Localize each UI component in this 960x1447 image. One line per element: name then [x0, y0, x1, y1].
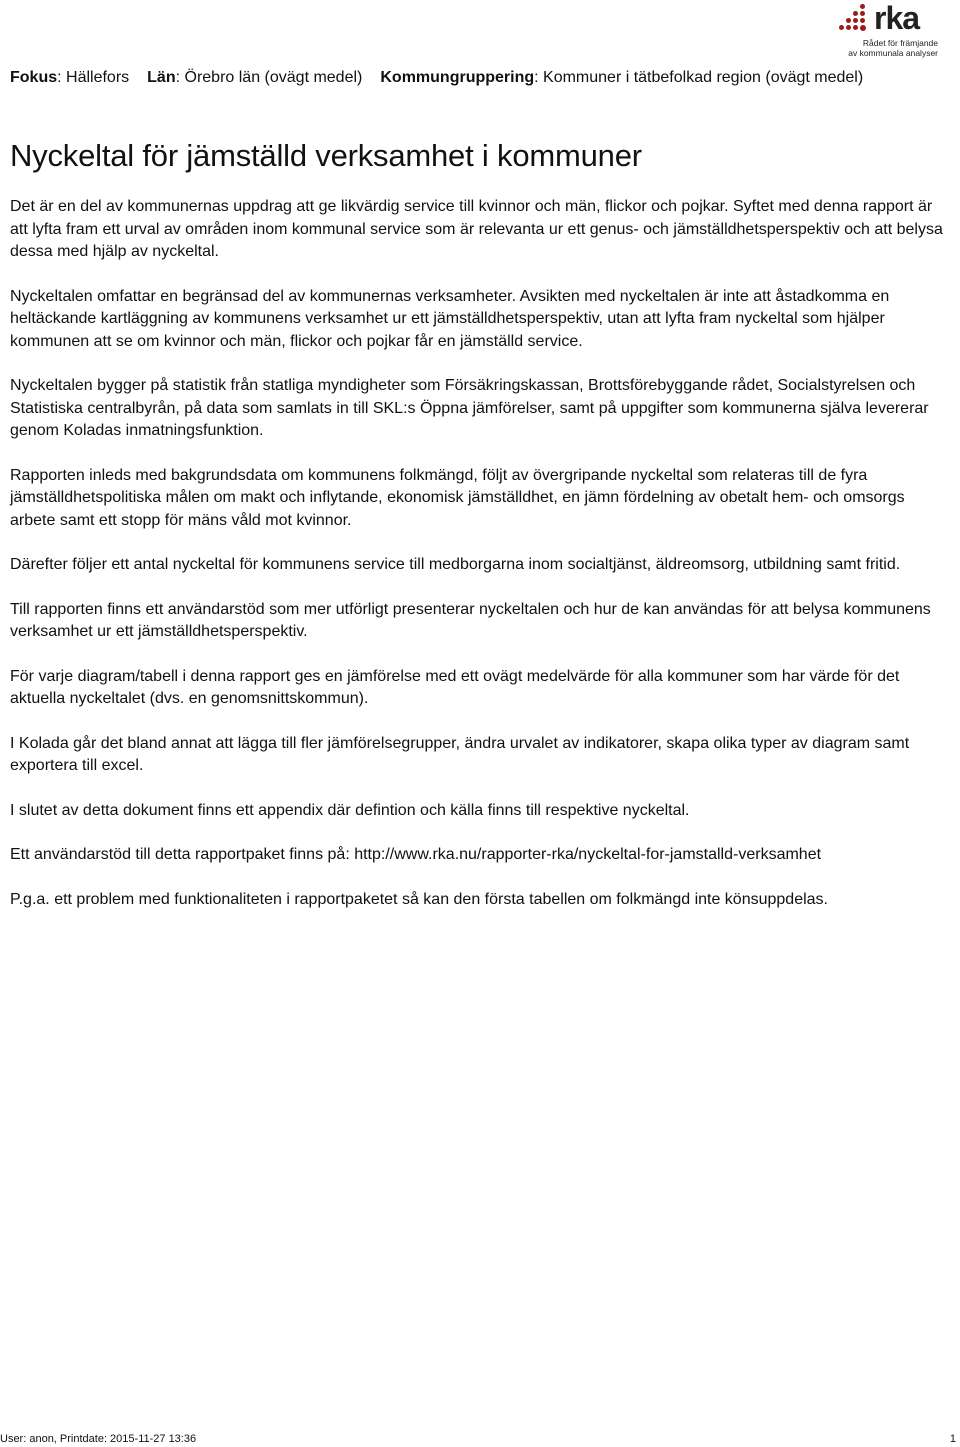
logo-word: rka: [874, 0, 920, 36]
page-number: 1: [949, 1433, 956, 1445]
paragraph-1: Det är en del av kommunernas uppdrag att ge likvärdig service till kvinnor och män, flickor och pojkar. Syftet med denna rapport är att lyfta fram ett urval av områden inom kommunal service som är relevanta ur ett genus- och jämställdhetsperspektiv och att belysa dessa med hjälp av nyckeltal.: [10, 198, 943, 260]
lan-label: Län: [147, 69, 176, 86]
paragraph-6: Till rapporten finns ett användarstöd som mer utförligt presenterar nyckeltalen och hur de kan användas för att belysa kommunens verksamhet ur ett jämställdhetsperspektiv.: [10, 600, 931, 640]
paragraph-2: Nyckeltalen omfattar en begränsad del av kommunernas verksamheter. Avsikten med nyckeltalen är inte att åstadkomma en heltäckande kartläggning av kommunens verksamhet ur ett jämställdhetsperspektiv, utan att lyfta fram nyckeltal som hjälper kommunen att se om kvinnor och män, flickor och pojkar får en jämställd service.: [10, 287, 890, 350]
rka-logo: [838, 0, 938, 58]
page-title: Nyckeltal för jämställd verksamhet i kommuner: [10, 138, 642, 173]
paragraph-3: Nyckeltalen bygger på statistik från statliga myndigheter som Försäkringskassan, Brottsförebyggande rådet, Socialstyrelsen och Statistiska centralbyrån, på data som samlats in till SKL:s Öppna jämförelser, samt på uppgifter som kommunerna själva levererar genom Koladas inmatningsfunktion.: [10, 377, 929, 439]
paragraph-9: I slutet av detta dokument finns ett appendix där defintion och källa finns till respektive nyckeltal.: [10, 801, 690, 819]
paragraph-5: Därefter följer ett antal nyckeltal för kommunens service till medborgarna inom socialtjänst, äldreomsorg, utbildning samt fritid.: [10, 556, 901, 573]
fokus-label: Fokus: [10, 69, 58, 86]
lan-value: : Örebro län (ovägt medel): [175, 69, 363, 86]
logo-subtitle-line-1: Rådet för främjande: [862, 38, 938, 48]
paragraph-11: P.g.a. ett problem med funktionaliteten i rapportpaketet så kan den första tabellen om folkmängd inte könsuppdelas.: [10, 890, 828, 908]
fokus-value: : Hällefors: [57, 69, 130, 86]
report-filters: [10, 67, 910, 89]
paragraph-4: Rapporten inleds med bakgrundsdata om kommunens folkmängd, följt av övergripande nyckeltal som relateras till de fyra jämställdhetspolitiska målen om makt och inflytande, ekonomisk jämställdhet, en jämn fördelning av obetalt hem- och omsorgs arbete samt ett stopp för mäns våld mot kvinnor.: [10, 466, 905, 529]
logo-subtitle-line-2: av kommunala analyser: [848, 48, 938, 58]
report-body: [10, 196, 950, 933]
paragraph-10: Ett användarstöd till detta rapportpaket finns på: http://www.rka.nu/rapporter-rka/nyckeltal-for-jamstalld-verksamhet: [10, 846, 822, 863]
logo-dots-icon: [838, 4, 874, 38]
paragraph-7: För varje diagram/tabell i denna rapport ges en jämförelse med ett ovägt medelvärde för alla kommuner som har värde för det aktuella nyckeltalet (dvs. en genomsnittskommun).: [10, 667, 900, 707]
kommungruppering-label: Kommungruppering: [380, 69, 535, 86]
paragraph-8: I Kolada går det bland annat att lägga till fler jämförelsegrupper, ändra urvalet av indikatorer, skapa olika typer av diagram samt exportera till excel.: [10, 734, 910, 774]
kommungruppering-value: : Kommuner i tätbefolkad region (ovägt medel): [534, 69, 864, 86]
print-info: User: anon, Printdate: 2015-11-27 13:36: [0, 1433, 197, 1445]
